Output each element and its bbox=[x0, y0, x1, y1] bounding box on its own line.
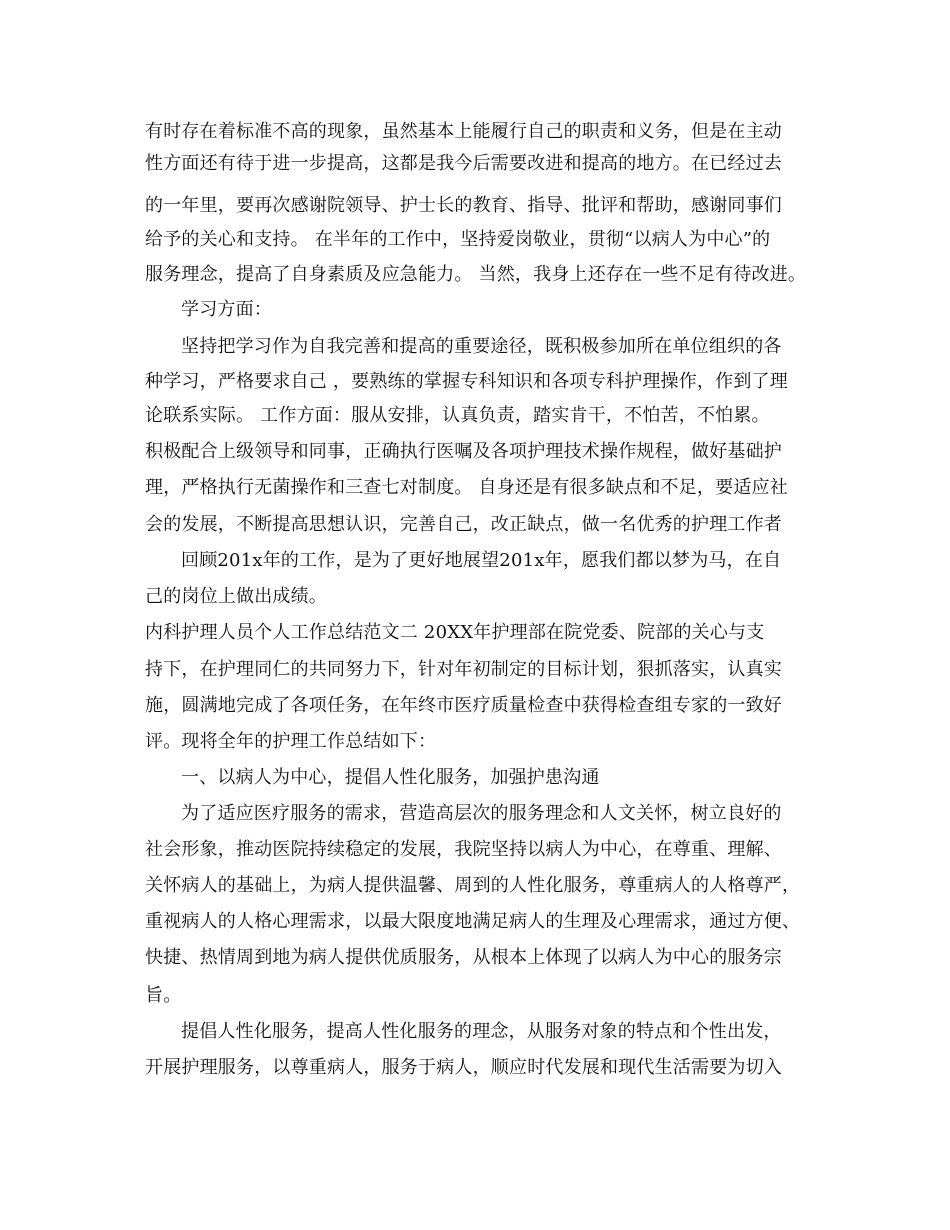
body-text-line: 关怀病人的基础上，为病人提供温馨、周到的人性化服务，尊重病人的人格尊严， bbox=[145, 875, 801, 896]
paragraph-first-line: 提倡人性化服务，提高人性化服务的理念，从服务对象的特点和个性出发， bbox=[181, 1021, 782, 1042]
body-text-line: 评。现将全年的护理工作总结如下： bbox=[145, 731, 437, 752]
body-text-line: 施，圆满地完成了各项任务，在年终市医疗质量检查中获得检查组专家的一致好 bbox=[145, 695, 782, 716]
body-text-line: 快捷、热情周到地为病人提供优质服务，从根本上体现了以病人为中心的服务宗 bbox=[145, 947, 782, 968]
section-heading: 一、以病人为中心，提倡人性化服务，加强护患沟通 bbox=[181, 767, 600, 788]
body-text-line: 持下，在护理同仁的共同努力下，针对年初制定的目标计划，狠抓落实，认真实 bbox=[145, 659, 782, 680]
body-text-line: 重视病人的人格心理需求，以最大限度地满足病人的生理及心理需求，通过方便、 bbox=[145, 911, 801, 932]
paragraph-first-line: 回顾201x年的工作，是为了更好地展望201x年，愿我们都以梦为马，在自 bbox=[181, 550, 782, 571]
body-text-line: 论联系实际。 工作方面：服从安排，认真负责，踏实肯干，不怕苦，不怕累。 bbox=[145, 405, 770, 426]
body-text-line: 社会形象，推动医院持续稳定的发展，我院坚持以病人为中心，在尊重、理解、 bbox=[145, 839, 782, 860]
body-text-line: 的一年里，要再次感谢院领导、护士长的教育、指导、批评和帮助，感谢同事们 bbox=[145, 195, 782, 216]
body-text-line: 积极配合上级领导和同事，正确执行医嘱及各项护理技术操作规程，做好基础护 bbox=[145, 441, 782, 462]
paragraph-first-line: 为了适应医疗服务的需求，营造高层次的服务理念和人文关怀，树立良好的 bbox=[181, 803, 782, 824]
paragraph-first-line: 坚持把学习作为自我完善和提高的重要途径，既积极参加所在单位组织的各 bbox=[181, 336, 782, 357]
body-text-line: 理，严格执行无菌操作和三查七对制度。 自身还是有很多缺点和不足，要适应社 bbox=[145, 477, 788, 498]
body-text-line: 种学习，严格要求自己 ，要熟练的掌握专科知识和各项专科护理操作，作到了理 bbox=[145, 371, 788, 392]
body-text-line: 开展护理服务，以尊重病人，服务于病人，顺应时代发展和现代生活需要为切入 bbox=[145, 1057, 782, 1078]
body-text-line: 己的岗位上做出成绩。 bbox=[145, 586, 327, 607]
section-heading: 学习方面： bbox=[181, 299, 272, 320]
body-text-line: 服务理念，提高了自身素质及应急能力。 当然，我身上还存在一些不足有待改进。 bbox=[145, 264, 807, 285]
body-text-line: 给予的关心和支持。 在半年的工作中，坚持爱岗敬业，贯彻“以病人为中心”的 bbox=[145, 229, 771, 250]
body-text-line: 旨。 bbox=[145, 985, 182, 1006]
body-text-line: 有时存在着标准不高的现象，虽然基本上能履行自己的职责和义务，但是在主动 bbox=[145, 121, 782, 142]
article-title-line: 内科护理人员个人工作总结范文二 20XX年护理部在院党委、院部的关心与支 bbox=[145, 622, 765, 643]
body-text-line: 会的发展，不断提高思想认识，完善自己，改正缺点，做一名优秀的护理工作者 bbox=[145, 514, 782, 535]
body-text-line: 性方面还有待于进一步提高，这都是我今后需要改进和提高的地方。在已经过去 bbox=[145, 153, 782, 174]
